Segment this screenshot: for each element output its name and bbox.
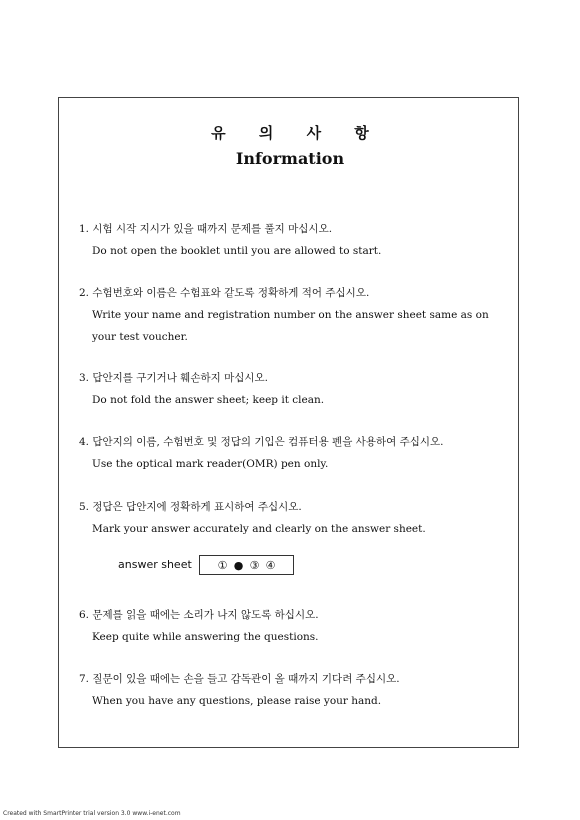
option-4-icon: ④ [265, 558, 276, 572]
notice-frame [58, 97, 519, 748]
instruction-english: Mark your answer accurately and clearly on the answer sheet. [92, 523, 426, 535]
answer-sheet-example [199, 555, 294, 575]
instruction-item-6 [79, 604, 509, 648]
answer-sheet-label: answer sheet [118, 558, 192, 571]
instruction-korean: 3. 답안지를 구기거나 훼손하지 마십시오. [79, 372, 268, 384]
option-3-icon: ③ [249, 558, 260, 572]
instruction-item-3 [79, 367, 509, 411]
instruction-english: Do not fold the answer sheet; keep it clean. [92, 394, 325, 406]
instruction-english: Keep quite while answering the questions. [92, 631, 319, 643]
instruction-english: Do not open the booklet until you are allowed to start. [92, 245, 382, 257]
instruction-korean: 4. 답안지의 이름, 수험번호 및 정답의 기입은 컴퓨터용 펜을 사용하여 주십시오. [79, 436, 444, 448]
instruction-item-2 [79, 282, 509, 348]
instruction-korean: 7. 질문이 있을 때에는 손을 들고 감독관이 올 때까지 기다려 주십시오. [79, 673, 400, 685]
instruction-english: When you have any questions, please raise your hand. [92, 695, 382, 707]
instruction-korean: 1. 시험 시작 지시가 있을 때까지 문제를 풀지 마십시오. [79, 223, 333, 235]
option-2-filled-icon: ● [233, 558, 244, 572]
title-english: Information [235, 149, 345, 168]
instruction-korean: 6. 문제를 읽을 때에는 소리가 나지 않도록 하십시오. [79, 609, 319, 621]
title-korean: 유 의 사 항 [211, 124, 383, 142]
instruction-korean: 2. 수험번호와 이름은 수험표와 같도록 정확하게 적어 주십시오. [79, 287, 370, 299]
instruction-item-7 [79, 668, 509, 712]
instruction-korean: 5. 정답은 답안지에 정확하게 표시하여 주십시오. [79, 501, 302, 513]
option-1-icon: ① [217, 558, 228, 572]
instruction-item-1 [79, 218, 509, 262]
instruction-item-5 [79, 496, 509, 540]
instruction-item-4 [79, 431, 509, 475]
instruction-english: Write your name and registration number on the answer sheet same as on your test voucher. [92, 309, 489, 343]
instruction-english: Use the optical mark reader(OMR) pen only. [92, 458, 329, 470]
watermark-footer: Created with SmartPrinter trial version 3.0 www.i-enet.com [3, 810, 181, 817]
